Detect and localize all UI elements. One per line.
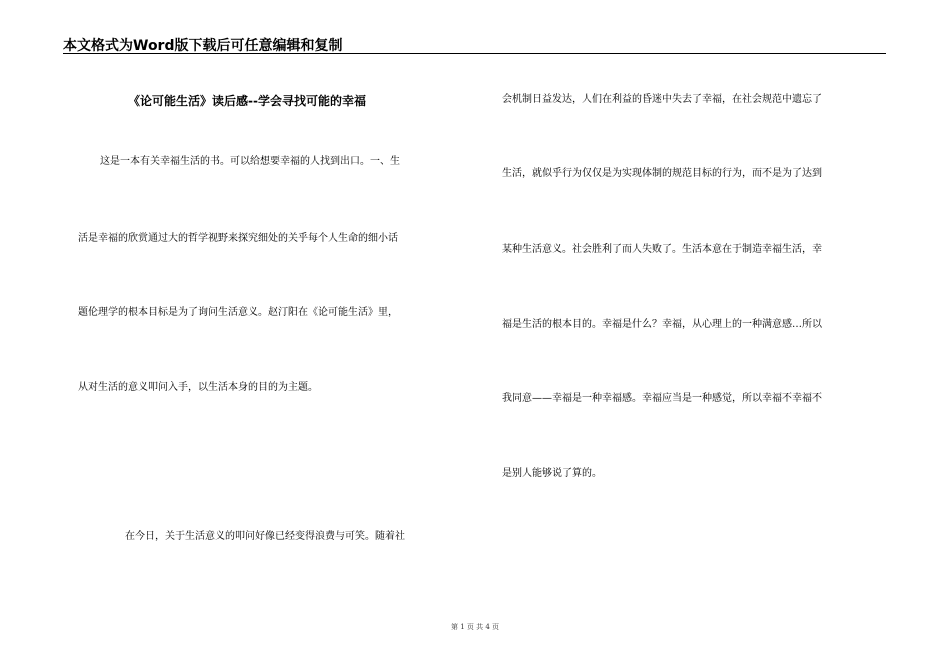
header-title: 本文格式为Word版下载后可任意编辑和复制 bbox=[63, 38, 343, 54]
paragraph-line: 是别人能够说了算的。 bbox=[502, 468, 602, 479]
paragraph-line: 某种生活意义。社会胜利了而人失败了。生活本意在于制造幸福生活，幸 bbox=[502, 244, 822, 255]
paragraph-line: 会机制日益发达，人们在利益的昏迷中失去了幸福，在社会规范中遗忘了 bbox=[502, 94, 822, 105]
paragraph-line: 活是幸福的欣赏通过大的哲学视野来探究细处的关乎每个人生命的细小话 bbox=[78, 233, 398, 244]
paragraph-line: 题伦理学的根本目标是为了询问生活意义。赵汀阳在《论可能生活》里， bbox=[78, 307, 398, 318]
paragraph-line: 从对生活的意义叩问入手，以生活本身的目的为主题。 bbox=[78, 382, 318, 393]
paragraph-line: 生活，就似乎行为仅仅是为实现体制的规范目标的行为，而不是为了达到 bbox=[502, 168, 822, 179]
paragraph-line: 在今日，关于生活意义的叩问好像已经变得浪费与可笑。随着社 bbox=[125, 531, 405, 542]
page-header bbox=[63, 33, 886, 54]
document-title: 《论可能生活》读后感--学会寻找可能的幸福 bbox=[128, 94, 366, 108]
paragraph-line: 福是生活的根本目的。幸福是什么？幸福，从心理上的一种满意感…所以 bbox=[502, 319, 822, 330]
page-indicator: 第 1 页 共 4 页 bbox=[450, 623, 500, 631]
paragraph-line: 我同意——幸福是一种幸福感。幸福应当是一种感觉，所以幸福不幸福不 bbox=[502, 393, 822, 404]
paragraph-line: 这是一本有关幸福生活的书。可以给想要幸福的人找到出口。一、生 bbox=[100, 156, 400, 167]
